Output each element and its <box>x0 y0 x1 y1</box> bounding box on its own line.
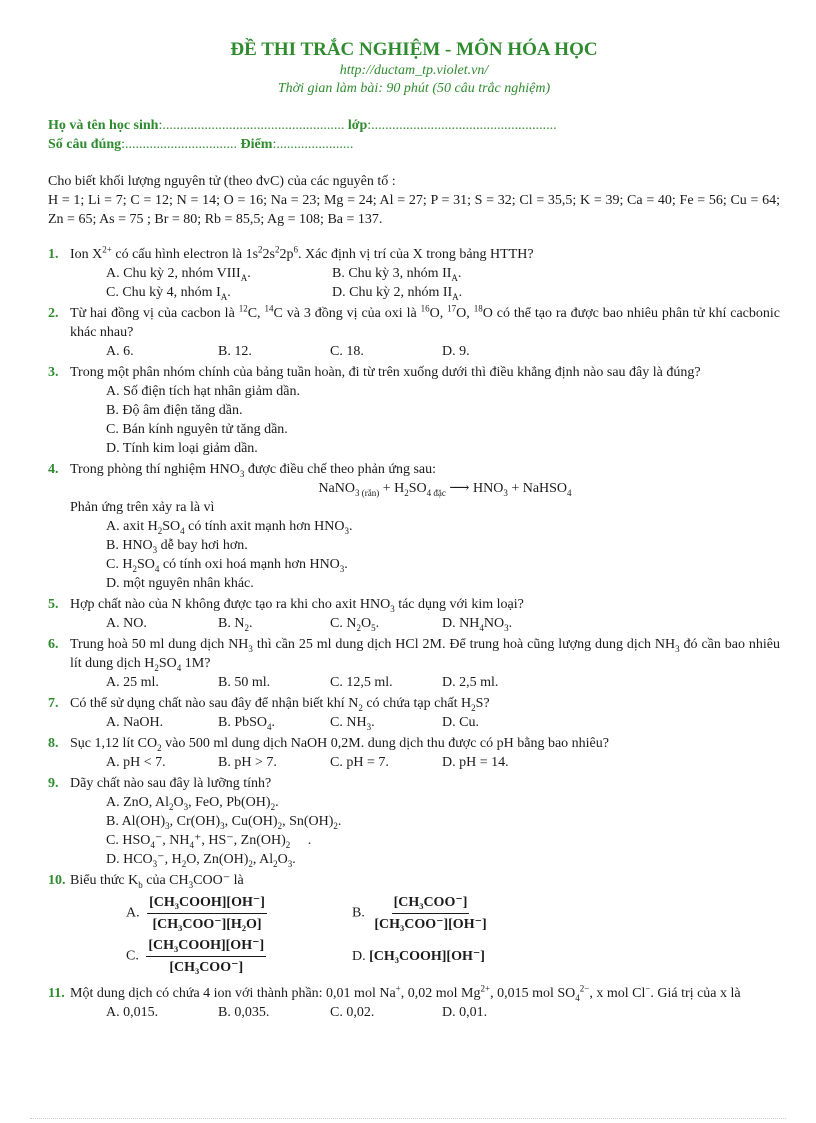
correct-label: Số câu đúng <box>48 137 122 152</box>
options <box>70 713 780 732</box>
question-9 <box>48 774 780 869</box>
options <box>70 753 780 772</box>
option-d[interactable]: D. $NH_4NO_3$. <box>442 616 513 633</box>
option-c[interactable]: C. $\frac{\text{[CH₃COOH][OH⁻]}}{\text{[CH₃COO⁻]}}$ <box>126 938 265 975</box>
option-c[interactable]: C. Chu kỳ 4, nhóm $I_A$. <box>106 285 231 302</box>
question-4: 4. Trong phòng thí nghiệm $HNO_3$ được điều chế theo phản ứng sau: NaNO$_{3 (rắn)}$ + $H_2SO_{4 đặc}$ ⟶ $HNO_3$ + NaHSO$_4$ Phản ứng trên xảy ra là vì A. axit $H_2SO_4$ có tính axit mạnh hơn $HNO_3$. B. $HNO_3$ dễ bay hơi hơn. C. $H_2SO_4$ có tính oxi hoá mạnh hơn $HNO_3$. D. một nguyên nhân khác. <box>48 460 780 593</box>
class-label: lớp <box>347 118 368 133</box>
score-blank[interactable]: :...................... <box>272 137 354 152</box>
name-label: Họ và tên học sinh <box>48 118 159 133</box>
option-d[interactable]: D. một nguyên nhân khác. <box>106 576 254 591</box>
question-2: 2. Từ hai đồng vị của cacbon là $^{12}$C, $^{14}$C và 3 đồng vị của oxi là $^{16}$O, $^{17}$O, $^{18}$O có thể tạo ra được bao nhiêu phân tử khí cacbonic khác nhau? A. 6. B. 12. C. 18. D. 9. <box>48 303 780 359</box>
option-d[interactable]: D. [CH₃COOH][OH⁻] <box>352 949 485 964</box>
option-a[interactable]: A. 25 ml. <box>106 675 159 690</box>
options <box>70 614 780 633</box>
correct-blank[interactable]: :................................ <box>121 137 238 152</box>
option-d[interactable]: D. pH = 14. <box>442 755 509 770</box>
question-11: 11. Một dung dịch có chứa 4 ion với thành phần: 0,01 mol Na+, 0,02 mol $Mg^{2+}$, 0,015 mol $SO_4^{2-}$, x mol Cl−. Giá trị của x là A. 0,015. B. 0,035. C. 0,02. D. 0,01. <box>48 984 780 1022</box>
option-a[interactable]: A. NO. <box>106 616 147 631</box>
option-c[interactable]: C. pH = 7. <box>330 755 389 770</box>
option-a[interactable]: A. axit $H_2SO_4$ có tính axit mạnh hơn $HNO_3$. <box>106 519 353 536</box>
question-number: 7. <box>48 696 59 711</box>
question-number: 4. <box>48 462 59 477</box>
question-8: 8. Sục 1,12 lít $CO_2$ vào 500 ml dung dịch NaOH 0,2M. dung dịch thu được có pH bằng bao nhiêu? A. pH < 7. B. pH > 7. C. pH = 7. D. pH = 14. <box>48 734 780 772</box>
option-c[interactable]: C. 0,02. <box>330 1005 375 1020</box>
question-text: Trong một phân nhóm chính của bảng tuần hoàn, đi từ trên xuống dưới thì điều khẳng định nào sau đây là đúng? <box>70 365 701 380</box>
option-b[interactable]: B. $Al(OH)_3$, $Cr(OH)_3$, $Cu(OH)_2$, $Sn(OH)_2$. <box>106 814 342 831</box>
option-b[interactable]: B. Độ âm điện tăng dần. <box>106 403 243 418</box>
option-d[interactable]: D. $HCO_3^-$, $H_2O$, $Zn(OH)_2$, $Al_2O_3$. <box>106 852 296 869</box>
option-a[interactable]: A. 0,015. <box>106 1005 159 1020</box>
question-number: 9. <box>48 776 59 791</box>
options <box>70 937 780 976</box>
option-b[interactable]: B. PbSO$_4$. <box>218 715 276 732</box>
option-b[interactable]: B. Chu kỳ 3, nhóm $II_A$. <box>332 266 462 283</box>
fraction: $\frac{\text{[CH₃COO⁻]}}{\text{[CH₃COO⁻][OH⁻]}}$ <box>374 895 487 932</box>
question-7: 7. Có thể sử dụng chất nào sau đây để nhận biết khí $N_2$ có chứa tạp chất $H_2S$? A. NaOH. B. PbSO$_4$. C. $NH_3$. D. Cu. <box>48 694 780 732</box>
question-3 <box>48 363 780 458</box>
option-d[interactable]: D. 0,01. <box>442 1005 488 1020</box>
time-limit: Thời gian làm bài: 90 phút (50 câu trắc nghiệm) <box>277 81 551 96</box>
option-c[interactable]: C. Bán kính nguyên tử tăng dần. <box>106 422 288 437</box>
question-number: 1. <box>48 247 59 262</box>
name-blank[interactable]: :.................................................... <box>158 118 345 133</box>
option-b[interactable]: B. 50 ml. <box>218 675 271 690</box>
student-info <box>48 116 780 154</box>
option-a[interactable]: A. Chu kỳ 2, nhóm $VIII_A$. <box>106 266 251 283</box>
atomic-mass-intro <box>48 172 780 229</box>
option-c[interactable]: C. $H_2SO_4$ có tính oxi hoá mạnh hơn $HNO_3$. <box>106 557 348 574</box>
question-number: 3. <box>48 365 59 380</box>
option-a[interactable]: A. NaOH. <box>106 715 164 730</box>
atomic-mass-list: H = 1; Li = 7; C = 12; N = 14; O = 16; Na = 23; Mg = 24; Al = 27; P = 31; S = 32; Cl = 35,5; K = 39; Ca = 40; Fe = 56; Cu = 64; Zn = 65; As = 75 ; Br = 80; Rb = 85,5; Ag = 108; Ba = 137. <box>48 193 780 227</box>
question-number: 2. <box>48 306 59 321</box>
options <box>70 283 780 302</box>
option-a[interactable]: A. pH < 7. <box>106 755 166 770</box>
options <box>70 1003 780 1022</box>
exam-page <box>48 38 780 1022</box>
option-d[interactable]: D. 9. <box>442 344 470 359</box>
score-label: Điểm <box>240 137 273 152</box>
fraction: $\frac{\text{[CH₃COOH][OH⁻]}}{\text{[CH₃COO⁻]}}$ <box>148 938 265 975</box>
option-d[interactable]: D. Cu. <box>442 715 479 730</box>
intro-line: Cho biết khối lượng nguyên tử (theo đvC) của các nguyên tố : <box>48 174 396 189</box>
option-a[interactable]: A. 6. <box>106 344 134 359</box>
option-d[interactable]: D. Tính kim loại giảm dần. <box>106 441 258 456</box>
options <box>70 894 780 933</box>
option-d[interactable]: D. Chu kỳ 2, nhóm $II_A$. <box>332 285 463 302</box>
question-number: 10. <box>48 873 66 888</box>
question-1: 1. Ion $X^{2+}$ có cấu hình electron là $1s^22s^22p^6$. Xác định vị trí của X trong bảng HTTH? A. Chu kỳ 2, nhóm $VIII_A$. B. Chu kỳ 3, nhóm $II_A$. C. Chu kỳ 4, nhóm $I_A$. D. Chu kỳ 2, nhóm $II_A$. <box>48 245 780 302</box>
option-a[interactable]: A. $\frac{\text{[CH₃COOH][OH⁻]}}{\text{[CH₃COO⁻][H₂O]}}$ <box>126 895 265 932</box>
option-a[interactable]: A. Số điện tích hạt nhân giảm dần. <box>106 384 301 399</box>
options <box>70 342 780 361</box>
option-c[interactable]: C. $N_2O_5$. <box>330 616 380 633</box>
options <box>70 264 780 283</box>
reaction-equation: NaNO$_{3 (rắn)}$ + $H_2SO_{4 đặc}$ ⟶ $HNO_3$ + NaHSO$_4$ <box>318 481 572 498</box>
option-b[interactable]: B. $\frac{\text{[CH₃COO⁻]}}{\text{[CH₃COO⁻][OH⁻]}}$ <box>352 895 487 932</box>
question-number: 6. <box>48 637 59 652</box>
option-b[interactable]: B. pH > 7. <box>218 755 277 770</box>
fraction: $\frac{\text{[CH₃COOH][OH⁻]}}{\text{[CH₃COO⁻][H₂O]}}$ <box>149 895 265 932</box>
question-number: 5. <box>48 597 59 612</box>
option-c[interactable]: C. $NH_3$. <box>330 715 375 732</box>
question-6: 6. Trung hoà 50 ml dung dịch $NH_3$ thì cần 25 ml dung dịch HCl 2M. Để trung hoà cũng lượng dung dịch $NH_3$ đó cần bao nhiêu lít dung dịch $H_2SO_4$ 1M? A. 25 ml. B. 50 ml. C. 12,5 ml. D. 2,5 ml. <box>48 637 780 690</box>
option-c[interactable]: C. $HSO_4^-$, $NH_4^+$, HS⁻, $Zn(OH)_2$ . <box>106 833 312 850</box>
question-number: 11. <box>48 986 65 1001</box>
option-c[interactable]: C. 12,5 ml. <box>330 675 393 690</box>
exam-title: ĐỀ THI TRẮC NGHIỆM - MÔN HÓA HỌC <box>230 39 598 60</box>
option-b[interactable]: B. 0,035. <box>218 1005 270 1020</box>
class-blank[interactable]: :..................................................... <box>367 118 557 133</box>
question-text: Dãy chất nào sau đây là lưỡng tính? <box>70 776 272 791</box>
question-note: Phản ứng trên xảy ra là vì <box>70 500 215 515</box>
question-10: 10. Biểu thức $K_b$ của $CH_3COO^-$ là A. $\frac{\text{[CH₃COOH][OH⁻]}}{\text{[CH₃COO⁻][H₂O]}}$ B. $\frac{\text{[CH₃COO⁻]}}{\text{[CH₃COO⁻][OH⁻]}}$ C. $\frac{\text{[CH₃COOH][OH⁻]}}{\text{[CH₃COO⁻]}}$ D. [CH₃COOH][OH⁻] <box>48 871 780 976</box>
options <box>70 673 780 692</box>
option-c[interactable]: C. 18. <box>330 344 364 359</box>
option-d[interactable]: D. 2,5 ml. <box>442 675 499 690</box>
option-b[interactable]: B. 12. <box>218 344 252 359</box>
question-number: 8. <box>48 736 59 751</box>
question-5: 5. Hợp chất nào của N không được tạo ra khi cho axit $HNO_3$ tác dụng với kim loại? A. NO. B. $N_2$. C. $N_2O_5$. D. $NH_4NO_3$. <box>48 595 780 633</box>
option-a[interactable]: A. ZnO, $Al_2O_3$, FeO, $Pb(OH)_2$. <box>106 795 279 812</box>
option-b[interactable]: B. $N_2$. <box>218 616 253 633</box>
option-b[interactable]: B. $HNO_3$ dễ bay hơi hơn. <box>106 538 248 555</box>
page-divider <box>30 1118 786 1119</box>
website-link[interactable]: http://ductam_tp.violet.vn/ <box>339 63 489 78</box>
